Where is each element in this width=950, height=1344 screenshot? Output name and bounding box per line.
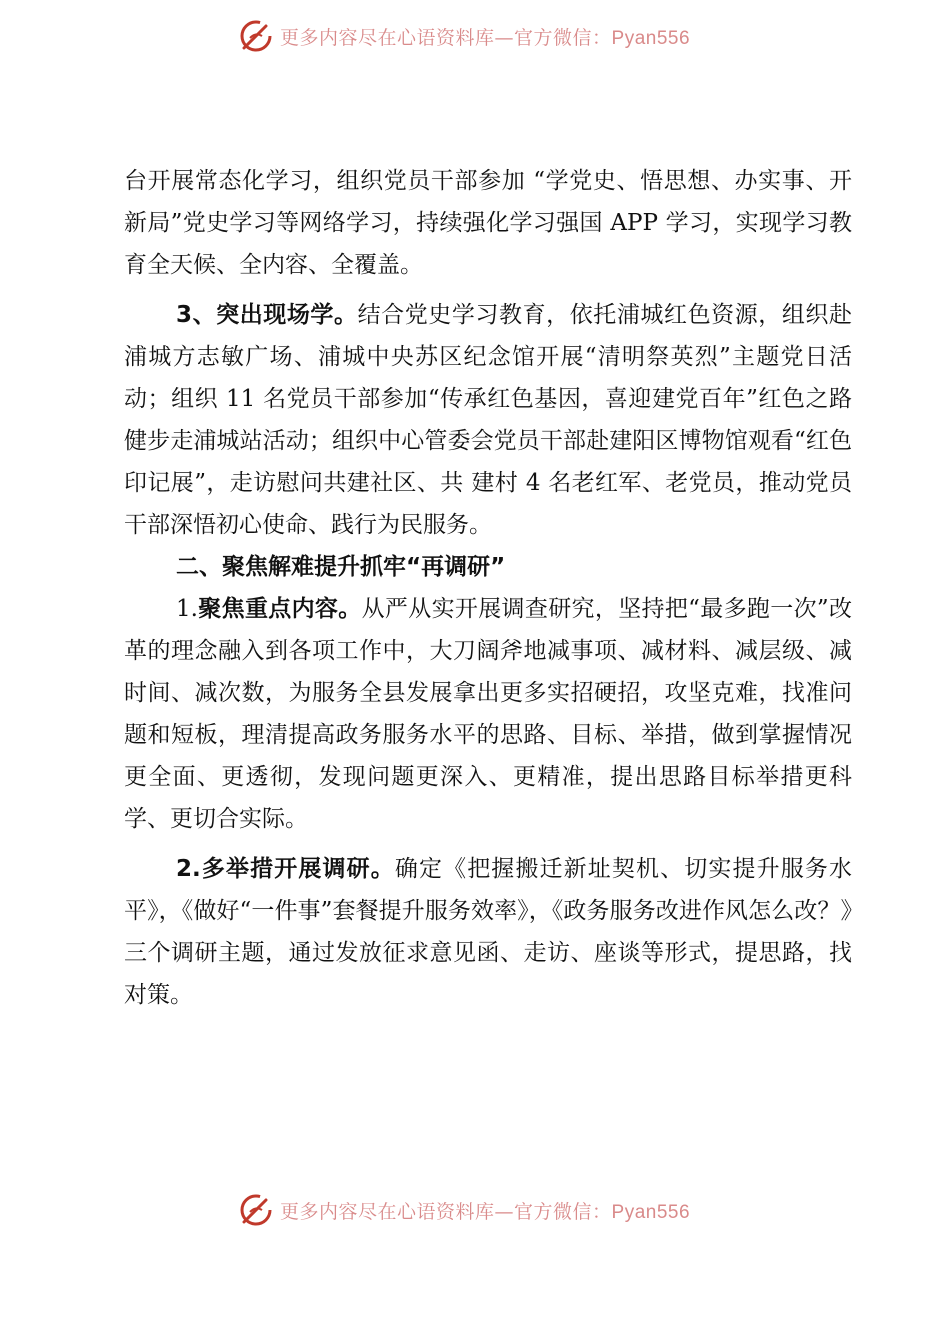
- paragraph-lead: 2.多举措开展调研。: [176, 856, 395, 882]
- wechat-id: Pyan556: [611, 1201, 691, 1223]
- watermark-text: 更多内容尽在心语资料库—官方微信：Pyan556: [280, 26, 691, 49]
- brush-logo-icon: [238, 18, 274, 54]
- paragraph-research-measures: 2.多举措开展调研。确定《把握搬迁新址契机、切实提升服务水平》，《做好“一件事”套餐提升服务效率》，《政务服务改进作风怎么改？》三个调研主题，通过发放征求意见函、走访、座谈等形式，提思路，找对策。: [124, 856, 852, 1008]
- document-body: [124, 160, 852, 1016]
- paragraph-online-study: 台开展常态化学习，组织党员干部参加 “学党史、悟思想、办实事、开新局”党史学习等网络学习，持续强化学习强国 APP 学习，实现学习教育全天候、全内容、全覆盖。: [124, 168, 852, 278]
- brush-logo-icon: [238, 1192, 274, 1228]
- footer-watermark: [238, 1190, 690, 1230]
- wechat-id: Pyan556: [611, 27, 691, 49]
- paragraph-lead: 聚焦重点内容。: [197, 596, 362, 622]
- section-heading: 二、聚焦解难提升抓牢“再调研”: [176, 554, 506, 580]
- watermark-text: 更多内容尽在心语资料库—官方微信：Pyan556: [280, 1200, 691, 1223]
- header-watermark: [238, 16, 690, 56]
- paragraph-onsite-study: 3、突出现场学。结合党史学习教育，依托浦城红色资源，组织赴浦城方志敏广场、浦城中央苏区纪念馆开展“清明祭英烈”主题党日活动；组织 11 名党员干部参加“传承红色基因，喜迎建党百年”红色之路健步走浦城站活动；组织中心管委会党员干部赴建阳区博物馆观看“红色印记展”，走访慰问共建社区、共 建村 4 名老红军、老党员，推动党员干部深悟初心使命、践行为民服务。: [124, 302, 852, 538]
- paragraph-key-content: 1.聚焦重点内容。从严从实开展调查研究，坚持把“最多跑一次”改革的理念融入到各项工作中，大刀阔斧地减事项、减材料、减层级、减时间、减次数，为服务全县发展拿出更多实招硬招，攻坚克难，找准问题和短板，理清提高政务服务水平的思路、目标、举措，做到掌握情况更全面、更透彻，发现问题更深入、更精准，提出思路目标举措更科学、更切合实际。: [124, 596, 852, 832]
- paragraph-lead: 3、突出现场学。: [176, 302, 358, 328]
